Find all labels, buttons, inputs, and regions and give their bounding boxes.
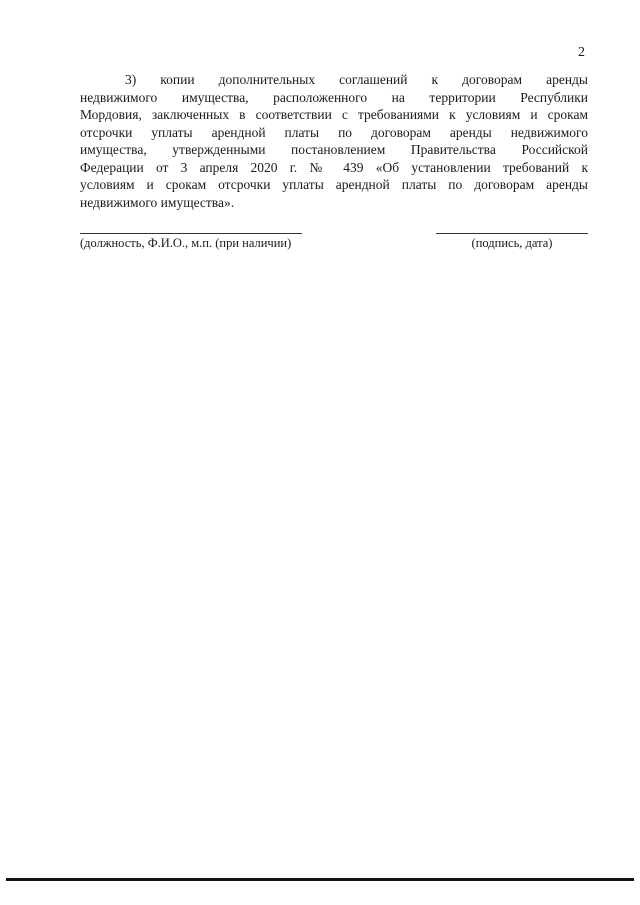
paragraph-line: Федерации от 3 апреля 2020 г. № 439 «Об установлении требований к [80,159,588,175]
signature-date-caption: (подпись, дата) [471,236,553,250]
signature-line [80,233,302,234]
paragraph-line: условиям и срокам отсрочки уплаты арендной платы по договорам аренды [80,177,588,192]
page-number: 2 [578,45,585,60]
paragraph-line: 3) копии дополнительных соглашений к договорам аренды [125,72,588,87]
signature-position-caption: (должность, Ф.И.О., м.п. (при наличии) [80,236,292,250]
paragraph-line: недвижимого имущества». [80,194,235,210]
signature-date-block [436,233,588,250]
document-paragraph [80,71,588,211]
paragraph-line: Мордовия, заключенных в соответствии с требованиями к условиям и срокам [80,107,588,122]
paragraph-line: отсрочки уплаты арендной платы по договорам аренды недвижимого [80,124,588,140]
paragraph-line: недвижимого имущества, расположенного на территории Республики [80,89,588,105]
signature-position-block [80,233,302,250]
paragraph-line: имущества, утвержденными постановлением Правительства Российской [80,142,588,157]
page-bottom-rule [6,878,634,881]
signature-line [436,233,588,234]
